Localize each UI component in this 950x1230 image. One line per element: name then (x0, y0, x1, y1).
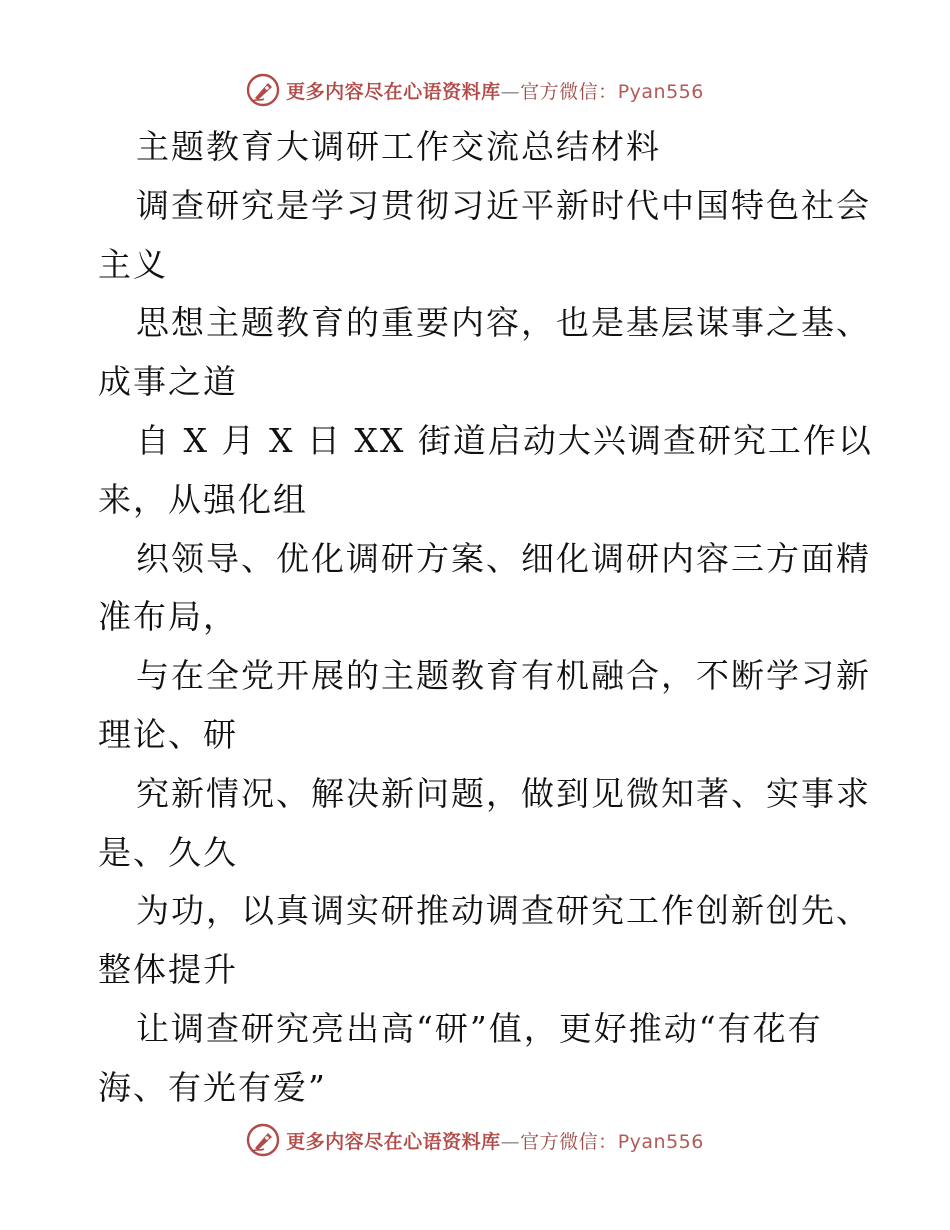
paragraph-line: 准布局， (98, 597, 238, 637)
banner-dash: — (500, 80, 521, 103)
paragraph-line: 理论、研 (98, 714, 238, 754)
paragraph-line: 织领导、优化调研方案、细化调研内容三方面精 (136, 538, 871, 578)
pen-nib-logo-icon (246, 73, 280, 107)
banner-text (286, 1127, 704, 1154)
paragraph-line: 主义 (98, 244, 168, 284)
banner-main-text: 更多内容尽在心语资料库 (286, 1130, 501, 1153)
document-title: 主题教育大调研工作交流总结材料 (136, 127, 661, 166)
banner-wechat-label: 官方微信： (520, 80, 618, 103)
footer-banner (0, 1120, 950, 1160)
paragraph-line: 究新情况、解决新问题，做到见微知著、实事求 (136, 773, 871, 813)
paragraph-line: 来，从强化组 (98, 479, 308, 519)
paragraph-line: 自 X 月 X 日 XX 街道启动大兴调查研究工作以 (136, 420, 873, 460)
paragraph-line: 与在全党开展的主题教育有机融合，不断学习新 (136, 656, 871, 696)
document-body (98, 118, 873, 1118)
paragraph-line: 调查研究是学习贯彻习近平新时代中国特色社会 (136, 185, 871, 225)
banner-dash: — (500, 1130, 521, 1153)
paragraph-line: 让调查研究亮出高“研”值，更好推动“有花有 (136, 1008, 823, 1048)
paragraph-line: 成事之道 (98, 362, 238, 402)
banner-text (286, 77, 704, 104)
pen-nib-logo-icon (246, 1123, 280, 1157)
header-banner (0, 70, 950, 110)
paragraph-line: 是、久久 (98, 832, 238, 872)
banner-wechat-label: 官方微信： (520, 1130, 618, 1153)
banner-account: Pyan556 (617, 80, 704, 103)
banner-main-text: 更多内容尽在心语资料库 (286, 80, 501, 103)
paragraph-line: 海、有光有爱” (98, 1067, 327, 1107)
paragraph-line: 整体提升 (98, 950, 238, 990)
paragraph-line: 为功，以真调实研推动调查研究工作创新创先、 (136, 891, 871, 931)
paragraph-line: 思想主题教育的重要内容，也是基层谋事之基、 (136, 303, 871, 343)
banner-account: Pyan556 (617, 1130, 704, 1153)
